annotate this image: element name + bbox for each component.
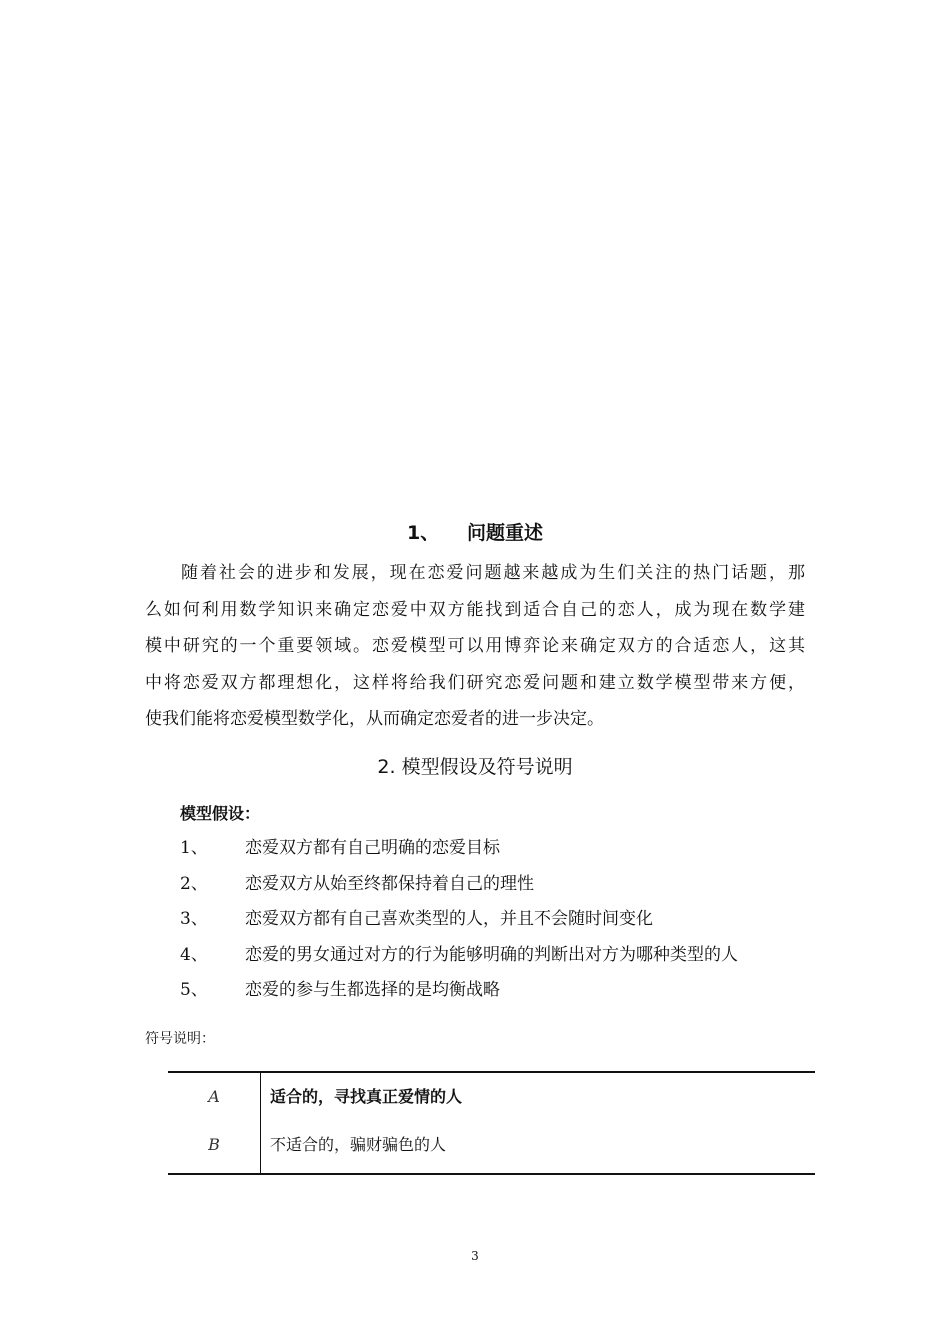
section-number: 1、 (406, 522, 440, 544)
symbols-table (168, 1071, 815, 1175)
list-text: 恋爱的男女通过对方的行为能够明确的判断出对方为哪种类型的人 (245, 944, 738, 965)
symbol-cell: B (208, 1135, 220, 1154)
list-item (180, 977, 820, 1013)
list-text: 恋爱双方从始至终都保持着自己的理性 (245, 873, 534, 894)
paragraph-line: 么如何利用数学知识来确定恋爱中双方能找到适合自己的恋人，成为现在数学建 (145, 599, 805, 620)
list-index: 3、 (180, 909, 208, 929)
list-text: 恋爱双方都有自己喜欢类型的人，并且不会随时间变化 (245, 909, 653, 929)
problem-restatement-paragraph (145, 555, 805, 738)
list-index: 2、 (180, 873, 208, 894)
list-item (180, 906, 820, 942)
table-row (168, 1073, 815, 1121)
section-heading-2: 2. 模型假设及符号说明 (377, 756, 573, 778)
description-cell: 适合的，寻找真正爱情的人 (270, 1087, 463, 1106)
section-heading-1 (0, 519, 950, 547)
symbol-cell: A (208, 1087, 220, 1106)
list-index: 4、 (180, 944, 208, 965)
list-index: 5、 (180, 980, 208, 1000)
list-item (180, 835, 820, 871)
table-row (168, 1121, 815, 1169)
list-item (180, 942, 820, 978)
list-text: 恋爱的参与生都选择的是均衡战略 (245, 980, 500, 1000)
assumptions-list (180, 835, 820, 1013)
assumptions-title: 模型假设： (180, 804, 261, 823)
symbols-title: 符号说明： (145, 1031, 215, 1047)
section-title: 问题重述 (466, 522, 543, 544)
page-number: 3 (471, 1249, 479, 1263)
list-index: 1、 (180, 838, 208, 858)
paragraph-line: 模中研究的一个重要领域。恋爱模型可以用博弈论来确定双方的合适恋人，这其 (145, 636, 805, 656)
list-text: 恋爱双方都有自己明确的恋爱目标 (245, 838, 500, 858)
paragraph-line: 使我们能将恋爱模型数学化，从而确定恋爱者的进一步决定。 (145, 709, 604, 729)
description-cell: 不适合的，骗财骗色的人 (270, 1135, 447, 1154)
list-item (180, 871, 820, 907)
paragraph-line: 随着社会的进步和发展，现在恋爱问题越来越成为生们关注的热门话题，那 (181, 563, 805, 583)
paragraph-line: 中将恋爱双方都理想化，这样将给我们研究恋爱问题和建立数学模型带来方便， (145, 672, 805, 693)
